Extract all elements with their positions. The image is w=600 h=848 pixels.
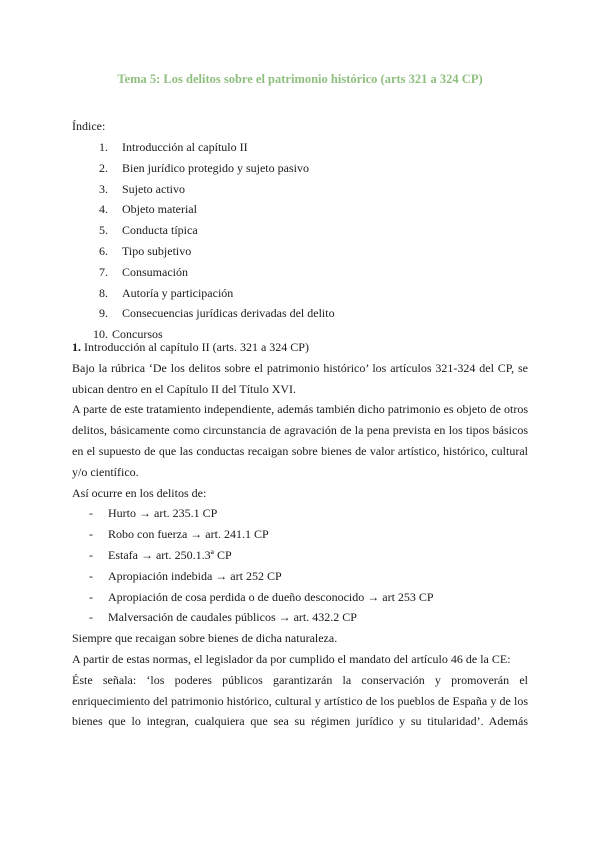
list-item: - Estafa → art. 250.1.3ª CP bbox=[89, 547, 232, 562]
index-item: 10. Concursos bbox=[93, 327, 163, 342]
section-1 bbox=[72, 337, 528, 732]
index-item: 2. Bien jurídico protegido y sujeto pasivo bbox=[99, 160, 309, 175]
paragraph: A partir de estas normas, el legislador da por cumplido el mandato del artículo 46 de la CE: bbox=[72, 651, 511, 666]
index-item: 9. Consecuencias jurídicas derivadas del delito bbox=[99, 306, 335, 321]
index-label: Índice: bbox=[72, 119, 106, 133]
index-item: 3. Sujeto activo bbox=[99, 181, 185, 196]
paragraph: Así ocurre en los delitos de: bbox=[72, 485, 207, 500]
index-item: 8. Autoría y participación bbox=[99, 285, 234, 300]
paragraph: Bajo la rúbrica ‘De los delitos sobre el patrimonio histórico’ los artículos 321-324 del CP, se ubican dentro en el Capítulo II del Título XVI. bbox=[72, 360, 528, 396]
index-item: 7. Consumación bbox=[99, 264, 188, 279]
index-item: 4. Objeto material bbox=[99, 202, 197, 217]
list-item: - Hurto → art. 235.1 CP bbox=[89, 506, 218, 521]
index-item: 5. Conducta típica bbox=[99, 223, 198, 238]
index-item: 1. Introducción al capítulo II bbox=[99, 140, 248, 154]
list-item: - Malversación de caudales públicos → art. 432.2 CP bbox=[89, 610, 357, 625]
list-item: - Apropiación de cosa perdida o de dueño desconocido → art 253 CP bbox=[89, 589, 434, 604]
list-item: - Apropiación indebida → art 252 CP bbox=[89, 568, 282, 583]
index-list bbox=[72, 137, 335, 345]
crime-list bbox=[72, 503, 528, 628]
paragraph: A parte de este tratamiento independiente, además también dicho patrimonio es objeto de otros delitos, básicamente como circunstancia de agravación de la pena prevista en los tipos básicos en el supuesto de que las conductas recaigan sobre bienes de valor artístico, histórico, cultural y/o científico. bbox=[72, 402, 528, 479]
document-title: Tema 5: Los delitos sobre el patrimonio histórico (arts 321 a 324 CP) bbox=[117, 72, 483, 86]
section-heading: 1. Introducción al capítulo II (arts. 321 a 324 CP) bbox=[72, 340, 309, 354]
index-item: 6. Tipo subjetivo bbox=[99, 243, 192, 258]
list-item: - Robo con fuerza → art. 241.1 CP bbox=[89, 527, 269, 542]
paragraph: Éste señala: ‘los poderes públicos garantizarán la conservación y promoverán el enriquecimiento del patrimonio histórico, cultural y artístico de los pueblos de España y de los bienes que lo integran, cualquiera que sea su régimen jurídico y su titularidad’. Además bbox=[72, 672, 528, 729]
paragraph: Siempre que recaigan sobre bienes de dicha naturaleza. bbox=[72, 631, 338, 646]
